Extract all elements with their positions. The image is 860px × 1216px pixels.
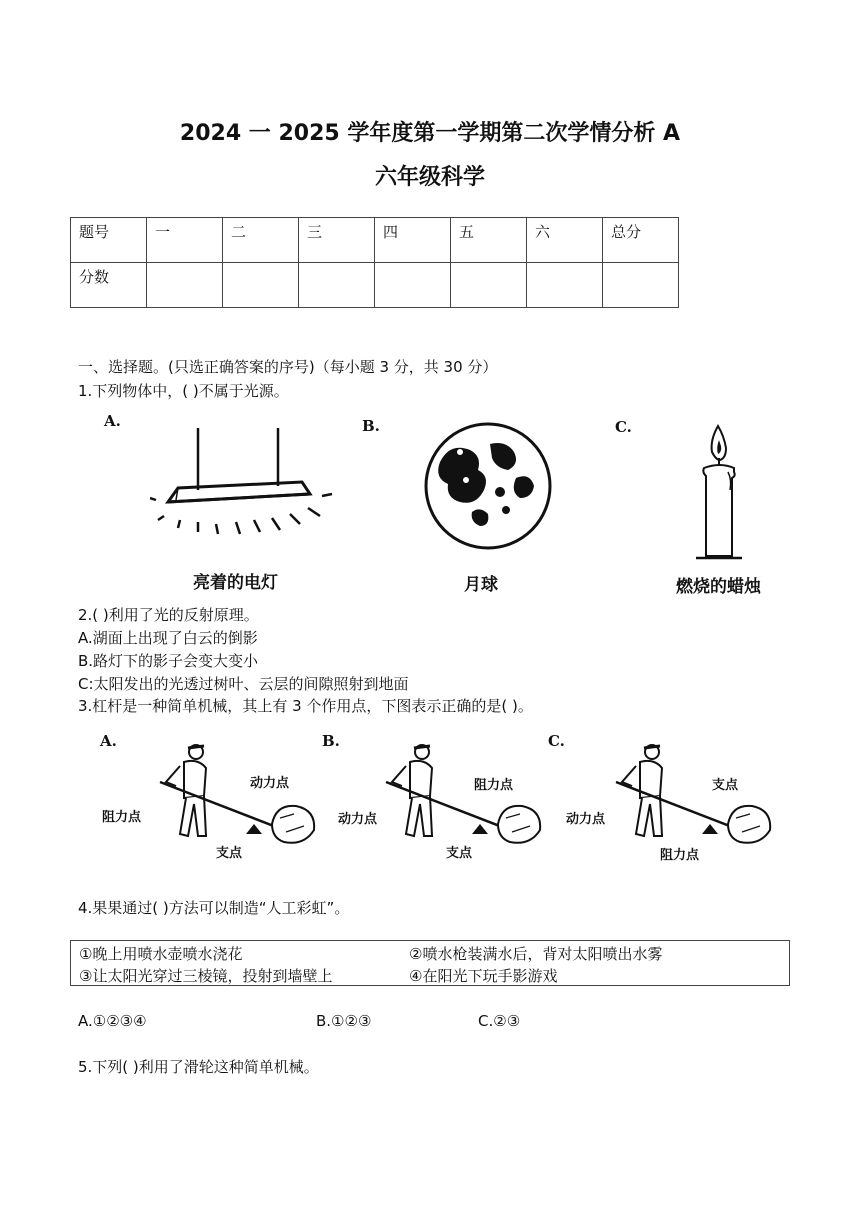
q2-option-c: C:太阳发出的光透过树叶、云层的间隙照射到地面	[78, 675, 409, 693]
score-header-cell: 三	[299, 218, 375, 263]
lever-a-top-label: 动力点	[250, 776, 290, 791]
lever-figure-b-letter: B.	[322, 732, 340, 750]
lever-c-top-label: 支点	[712, 778, 739, 793]
lever-figure-c-letter: C.	[548, 732, 565, 750]
lever-a-bottom-label: 支点	[216, 846, 243, 861]
q1-option-b-caption: 月球	[464, 575, 498, 595]
lever-c-bottom-label: 阻力点	[660, 848, 700, 863]
question-1-text: 1.下列物体中，( )不属于光源。	[78, 382, 289, 400]
q4-options-box	[70, 940, 790, 986]
score-header-cell: 题号	[71, 218, 147, 263]
score-cell[interactable]	[375, 263, 451, 308]
score-table-header-row	[71, 218, 679, 263]
q2-option-a: A.湖面上出现了白云的倒影	[78, 629, 258, 647]
lever-figure-c	[540, 728, 785, 868]
question-2-text: 2.( )利用了光的反射原理。	[78, 606, 259, 624]
lever-figure-a-letter: A.	[100, 732, 117, 750]
q4-answer-b: B.①②③	[316, 1012, 372, 1030]
lamp-illustration	[150, 422, 340, 542]
score-header-cell: 四	[375, 218, 451, 263]
q4-answer-c: C.②③	[478, 1012, 521, 1030]
lever-figure-b	[310, 728, 550, 868]
score-cell[interactable]	[527, 263, 603, 308]
q1-option-b-letter: B.	[362, 417, 380, 435]
score-cell[interactable]	[223, 263, 299, 308]
q2-option-b: B.路灯下的影子会变大变小	[78, 652, 259, 670]
q4-answer-a: A.①②③④	[78, 1012, 147, 1030]
score-row-label: 分数	[71, 263, 147, 308]
q4-option-2: ②喷水枪装满水后，背对太阳喷出水雾	[409, 945, 663, 963]
q1-option-a-letter: A.	[104, 412, 121, 430]
lever-b-left-label: 动力点	[338, 812, 378, 827]
lever-c-left-label: 动力点	[566, 812, 606, 827]
q4-option-1: ①晚上用喷水壶喷水浇花	[79, 945, 243, 963]
lever-b-top-label: 阻力点	[474, 778, 514, 793]
lever-b-bottom-label: 支点	[446, 846, 473, 861]
section-heading: 一、选择题。(只选正确答案的序号)（每小题 3 分，共 30 分）	[78, 358, 498, 376]
score-table-score-row	[71, 263, 679, 308]
exam-title: 2024 一 2025 学年度第一学期第二次学情分析 A	[179, 121, 681, 146]
score-cell[interactable]	[147, 263, 223, 308]
exam-subtitle: 六年级科学	[374, 165, 485, 190]
score-header-cell: 一	[147, 218, 223, 263]
worker-lever-icon	[610, 738, 780, 858]
question-5-text: 5.下列( )利用了滑轮这种简单机械。	[78, 1058, 319, 1076]
q4-option-3: ③让太阳光穿过三棱镜，投射到墙壁上	[79, 967, 333, 985]
score-cell[interactable]	[299, 263, 375, 308]
q1-option-c-letter: C.	[615, 418, 632, 436]
worker-lever-icon	[380, 738, 550, 858]
worker-lever-icon	[154, 738, 324, 858]
score-cell[interactable]	[451, 263, 527, 308]
q1-option-a-caption: 亮着的电灯	[193, 573, 278, 593]
score-header-cell: 二	[223, 218, 299, 263]
q4-option-4: ④在阳光下玩手影游戏	[409, 967, 558, 985]
score-header-cell: 总分	[603, 218, 679, 263]
q1-option-c-caption: 燃烧的蜡烛	[676, 577, 761, 597]
question-4-text: 4.果果通过( )方法可以制造“人工彩虹”。	[78, 899, 350, 917]
score-cell[interactable]	[603, 263, 679, 308]
lever-a-left-label: 阻力点	[102, 810, 142, 825]
score-table	[70, 217, 679, 308]
moon-illustration	[420, 422, 556, 552]
candle-illustration	[690, 420, 750, 562]
question-3-text: 3.杠杆是一种简单机械，其上有 3 个作用点，下图表示正确的是( )。	[78, 697, 533, 715]
score-header-cell: 五	[451, 218, 527, 263]
score-header-cell: 六	[527, 218, 603, 263]
lever-figure-a	[84, 728, 324, 868]
